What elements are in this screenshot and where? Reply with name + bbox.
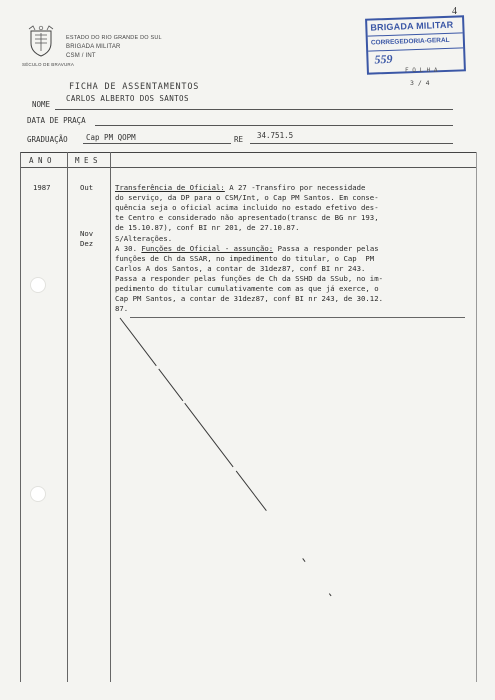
para2-line5: pedimento do titular cumulativamente com as que já exerce, o bbox=[115, 284, 379, 293]
para1-line5: de 15.10.87), conf BI nr 201, de 27.10.87. bbox=[115, 223, 300, 232]
entry-month-dez: Dez bbox=[80, 239, 94, 248]
unit-line: CSM / INT bbox=[66, 53, 96, 59]
para2-line7: 87. bbox=[115, 304, 129, 313]
nome-value: CARLOS ALBERTO DOS SANTOS bbox=[66, 94, 189, 103]
entry-year: 1987 bbox=[33, 183, 51, 192]
re-label: RE bbox=[234, 135, 244, 144]
corner-page-number: 4 bbox=[452, 6, 457, 17]
form-title: FICHA DE ASSENTAMENTOS bbox=[69, 82, 200, 92]
stamp-line-2: CORREGEDORIA-GERAL bbox=[370, 36, 450, 47]
column-ano: A N O bbox=[29, 156, 52, 165]
para1-line1-text: A 27 -Transfiro por necessidade bbox=[229, 183, 366, 192]
stamp-number: 559 bbox=[374, 51, 393, 67]
graduacao-value: Cap PM QOPM bbox=[86, 133, 136, 142]
state-line: ESTADO DO RIO GRANDE DO SUL bbox=[66, 35, 162, 41]
entry-month-nov: Nov bbox=[80, 229, 94, 238]
org-line: BRIGADA MILITAR bbox=[66, 44, 121, 50]
para2-line4: Passa a responder pelas funções de Ch da SSHD da SSub, no im- bbox=[115, 274, 383, 283]
re-value: 34.751.5 bbox=[257, 131, 294, 140]
folio-label: F O L H A bbox=[405, 67, 438, 74]
para2-line3: Carlos A dos Santos, a contar de 31dez87, conf BI nr 243. bbox=[115, 264, 366, 273]
alteracoes-line: S/Alterações. bbox=[115, 234, 173, 243]
column-mes: M E S bbox=[75, 156, 98, 165]
para1-title: Transferência de Oficial: bbox=[115, 183, 225, 192]
para1-line2: do serviço, da DP para o CSM/Int, o Cap PM Santos. Em conse- bbox=[115, 193, 379, 202]
para2-title: Funções de Oficial - assunção: bbox=[141, 244, 274, 253]
para2-line2: funções de Ch da SSAR, no impedimento do titular, o Cap PM bbox=[115, 254, 375, 263]
graduacao-label: GRADUAÇÃO bbox=[27, 135, 68, 144]
para2-line1-rest: Passa a responder pelas bbox=[277, 244, 379, 253]
entry-month-out: Out bbox=[80, 183, 94, 192]
para2-prefix: A 30. bbox=[115, 244, 137, 253]
para1-line4: te Centro e considerado não apresentado(transc de BG nr 193, bbox=[115, 213, 379, 222]
data-praca-label: DATA DE PRAÇA bbox=[27, 116, 86, 125]
para1-line3: quência seja o oficial acima incluido no estado efetivo des- bbox=[115, 203, 379, 212]
para2-line6: Cap PM Santos, a contar de 31dez87, conf BI nr 243, de 30.12. bbox=[115, 294, 383, 303]
crest-caption: SÉCULO DE BRAVURA bbox=[22, 62, 75, 67]
stamp-line-1: BRIGADA MILITAR bbox=[370, 19, 454, 33]
nome-label: NOME bbox=[32, 100, 51, 109]
folio-value: 3 / 4 bbox=[410, 79, 430, 87]
